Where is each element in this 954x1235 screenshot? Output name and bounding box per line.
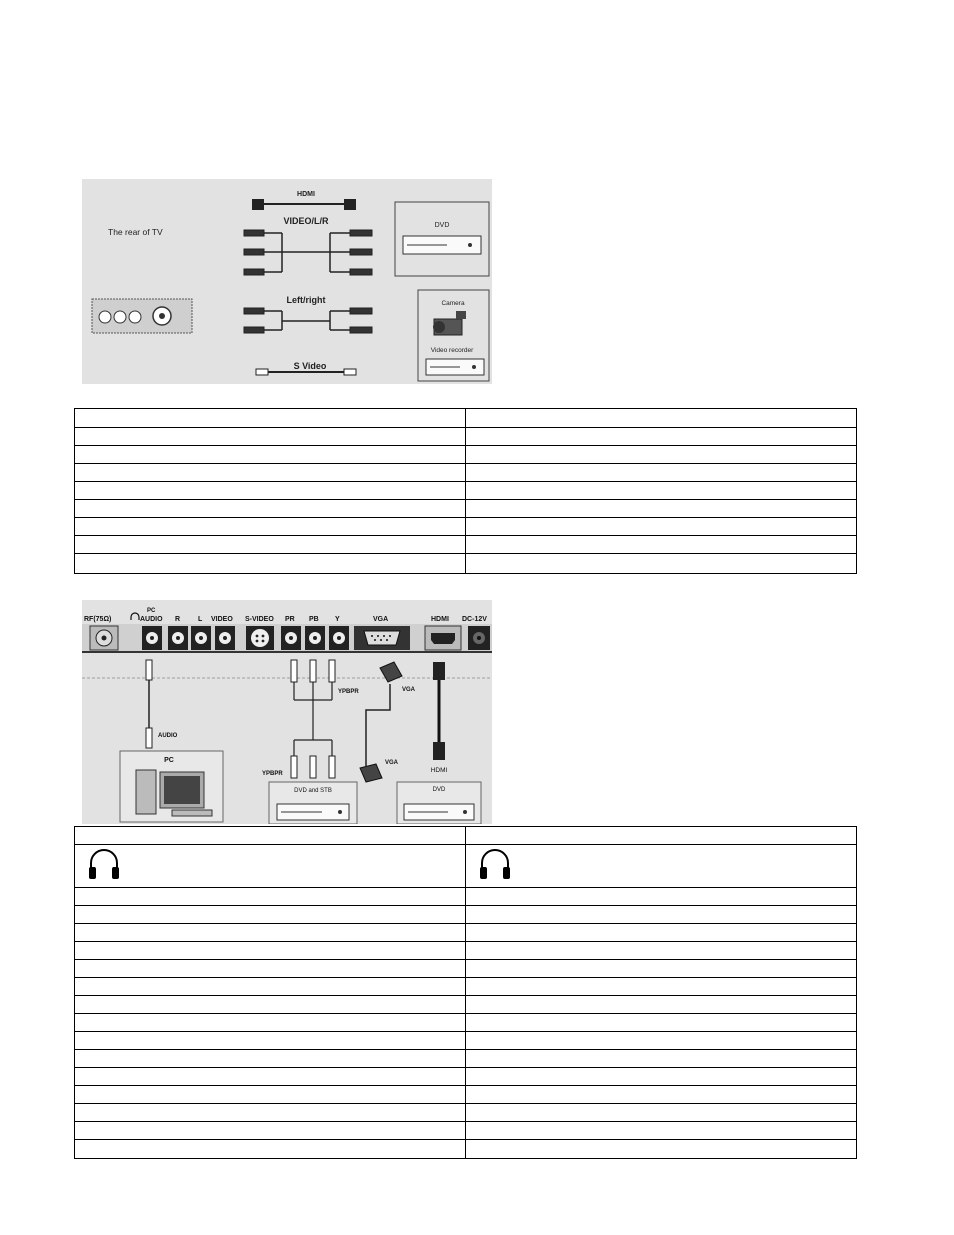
dc-port-icon	[468, 626, 490, 650]
table-row	[75, 978, 857, 996]
table-row	[75, 500, 857, 518]
table-row	[75, 960, 857, 978]
table-pc-dvd-connections	[74, 826, 857, 1159]
table-row	[75, 428, 857, 446]
y-port-icon	[329, 626, 349, 650]
port-label-svideo: S-VIDEO	[245, 616, 274, 623]
port-label-y: Y	[335, 616, 340, 623]
table-row	[75, 409, 857, 428]
audio-label: AUDIO	[158, 733, 178, 739]
pc-audio-port-icon	[142, 626, 162, 650]
headphone-icon	[478, 847, 512, 881]
pc-label: PC	[164, 757, 174, 764]
table-row	[75, 1050, 857, 1068]
hdmi-port-icon	[425, 626, 461, 650]
port-label-r: R	[175, 616, 181, 623]
table-row	[75, 1086, 857, 1104]
table-row	[75, 827, 857, 845]
ypbpr-top-label: YPBPR	[338, 689, 359, 695]
video-recorder-label: Video recorder	[430, 347, 474, 354]
port-label-dc: DC-12V	[462, 616, 487, 623]
rf-port-icon	[90, 626, 118, 650]
port-label-pc: PC	[147, 608, 156, 614]
dvd-label: DVD	[434, 222, 450, 229]
table-row	[75, 888, 857, 906]
pb-port-icon	[305, 626, 325, 650]
video-lr-label: VIDEO/L/R	[283, 216, 329, 226]
port-label-pr: PR	[285, 616, 295, 623]
port-label-pb: PB	[309, 616, 319, 623]
connection-diagram-av	[82, 179, 492, 384]
table-row	[75, 554, 857, 574]
vga-plug-label: VGA	[402, 687, 416, 693]
dvd-stb-label: DVD and STB	[294, 788, 332, 794]
rear-of-tv-label: The rear of TV	[108, 227, 163, 237]
vga-cable-label: VGA	[385, 760, 399, 766]
table-row	[75, 1122, 857, 1140]
port-label-hdmi: HDMI	[431, 616, 449, 623]
table-row	[75, 1032, 857, 1050]
table-row	[75, 1068, 857, 1086]
table-row	[75, 482, 857, 500]
port-label-rf: RF(75Ω)	[84, 616, 112, 623]
port-label-video: VIDEO	[211, 616, 233, 623]
table-row	[75, 924, 857, 942]
table-row	[75, 1104, 857, 1122]
dvd-device-icon	[404, 804, 474, 820]
svideo-port-icon	[246, 626, 274, 650]
hdmi-cable-label: HDMI	[430, 767, 448, 774]
l-port-icon	[191, 626, 211, 650]
table-row	[75, 1014, 857, 1032]
table-av-connections	[74, 408, 857, 574]
video-recorder-icon	[426, 359, 484, 375]
table-row	[75, 942, 857, 960]
table-row	[75, 518, 857, 536]
dvd-stb-device-icon	[277, 804, 349, 820]
pr-port-icon	[281, 626, 301, 650]
video-port-icon	[215, 626, 235, 650]
table-row	[75, 1140, 857, 1159]
tv-rear-jack-panel-icon	[92, 299, 192, 333]
table-row	[75, 996, 857, 1014]
connection-diagram-pc-dvd	[82, 600, 492, 824]
port-label-audio: AUDIO	[140, 616, 163, 623]
table-row	[75, 536, 857, 554]
port-label-l: L	[198, 616, 203, 623]
headphone-icon	[87, 847, 121, 881]
table-row	[75, 464, 857, 482]
table-row	[75, 906, 857, 924]
svideo-label: S Video	[293, 361, 327, 371]
vga-port-icon	[354, 626, 410, 650]
port-label-vga: VGA	[373, 616, 389, 623]
table-row	[75, 845, 857, 888]
ypbpr-bottom-label: YPBPR	[262, 771, 283, 777]
dvd-label-2: DVD	[432, 787, 446, 793]
hdmi-label: HDMI	[297, 191, 315, 198]
camera-label: Camera	[441, 300, 465, 307]
r-port-icon	[168, 626, 188, 650]
left-right-label: Left/right	[286, 295, 326, 305]
table-row	[75, 446, 857, 464]
